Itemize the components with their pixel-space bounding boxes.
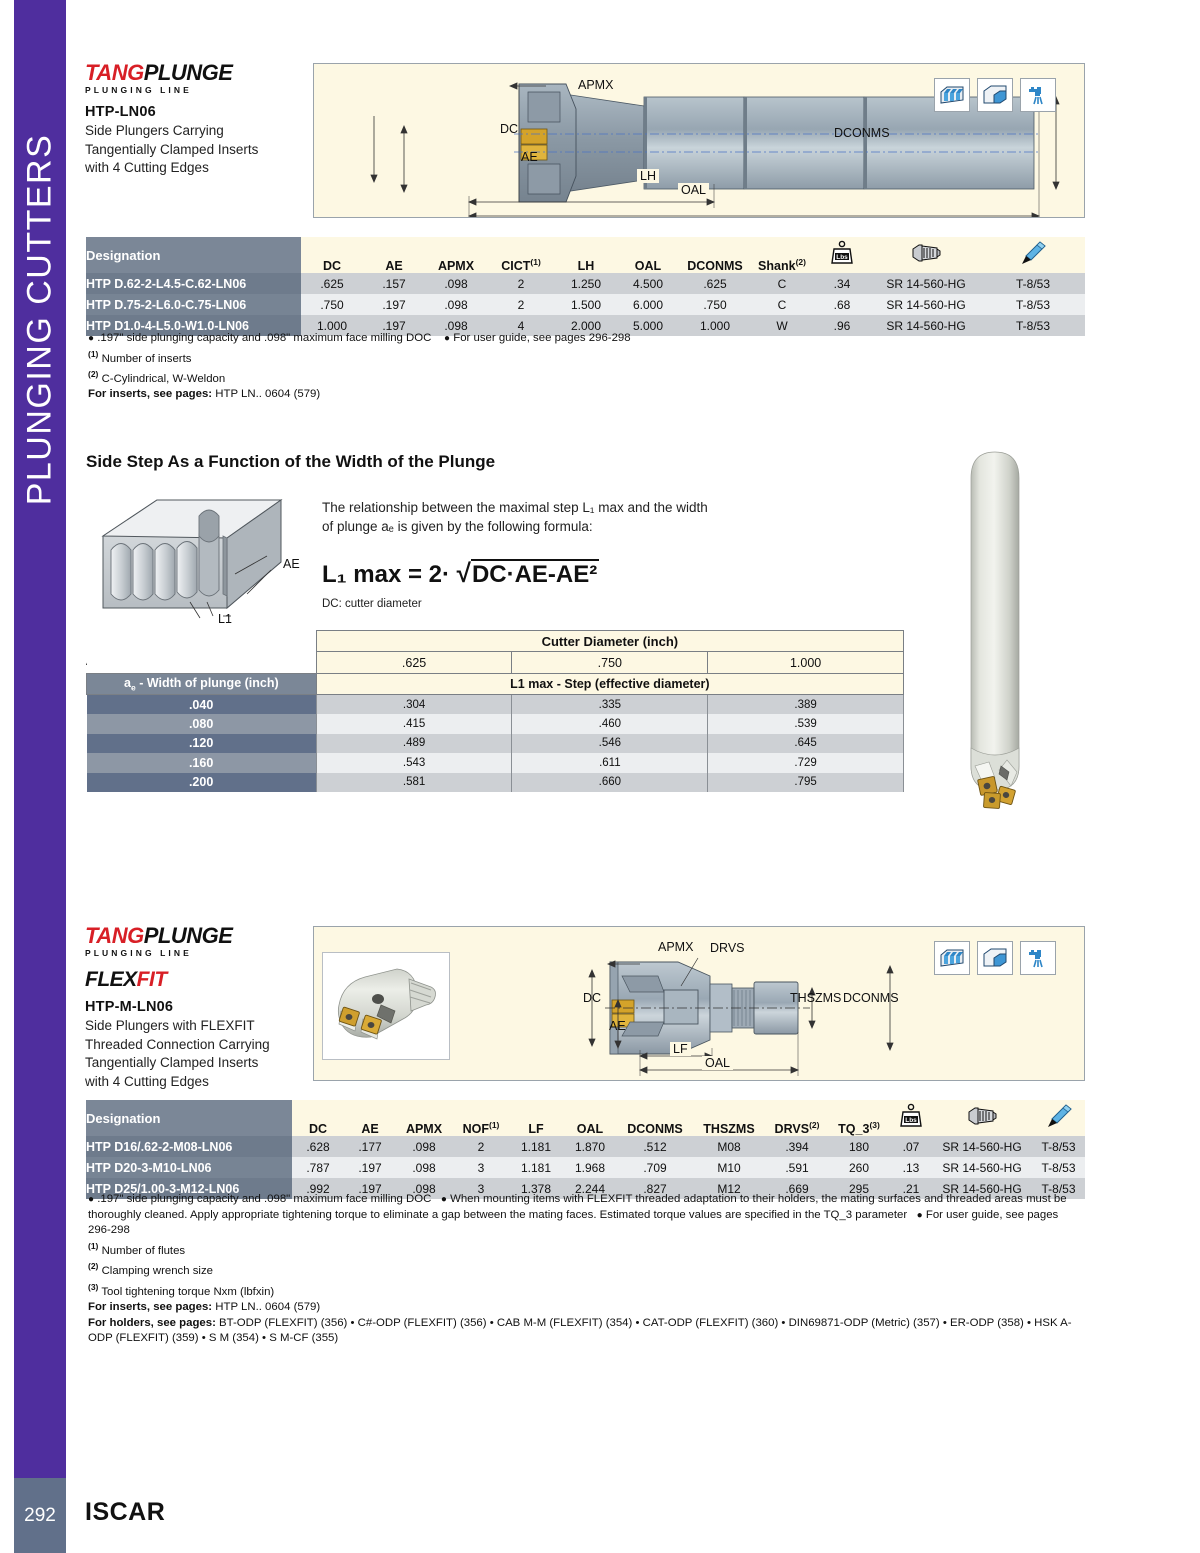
cell-dconms: .512: [618, 1136, 692, 1157]
step-value: .546: [512, 734, 708, 754]
step-ae: .120: [87, 734, 317, 754]
svg-text:Lbs: Lbs: [836, 253, 848, 261]
formula-lhs: L₁ max = 2·: [322, 561, 450, 588]
page-number: 292: [14, 1478, 66, 1553]
cell-lh: 1.250: [555, 273, 617, 294]
screw-icon: [965, 1103, 999, 1129]
cell-cict: 2: [487, 294, 555, 315]
col-screw: [932, 1100, 1032, 1136]
cell-lh: 1.500: [555, 294, 617, 315]
torx-key-icon: [1044, 1103, 1074, 1129]
table-row: [86, 1136, 1085, 1157]
col-designation: Designation: [86, 237, 301, 273]
col-key: [1032, 1100, 1085, 1136]
cutter-diameter-header: Cutter Diameter (inch): [316, 631, 903, 652]
col-dc: DC: [301, 237, 363, 273]
diameter-625: .625: [316, 652, 512, 674]
step-row: [87, 714, 904, 734]
cell-thszms: M10: [692, 1157, 766, 1178]
cell-lbs: .96: [813, 315, 871, 336]
category-side-band: [14, 0, 66, 1478]
diagram-label-ae: AE: [521, 150, 538, 164]
section1-spec-table: [86, 237, 1085, 336]
note-bullet-2: For user guide, see pages 296-298: [453, 332, 631, 344]
cell-dc: .992: [292, 1178, 344, 1199]
cell-dc: .625: [301, 273, 363, 294]
lbs-weight-icon: [898, 1103, 924, 1129]
note-bullet-2: When mounting items with FLEXFIT threaded adaptation to their holders, the mating surfaces and threaded areas must be thoroughly cleaned. Apply appropriate tightening torque to eliminate a gap between the mating faces. Estimated torque values are specified in the TQ_3 parameter: [88, 1193, 1067, 1221]
cell-lbs: .13: [890, 1157, 932, 1178]
diagram-label-apmx-2: APMX: [658, 940, 694, 954]
cell-ae: .157: [363, 273, 425, 294]
cell-oal: 4.500: [617, 273, 679, 294]
cell-screw: SR 14-560-HG: [932, 1157, 1032, 1178]
section1-header: [85, 62, 300, 178]
step-value: .489: [316, 734, 512, 754]
diagram-label-thszms: THSZMS: [790, 991, 842, 1005]
cell-key: T-8/53: [1032, 1136, 1085, 1157]
note-bullet-1: .197" side plunging capacity and .098" maximum face milling DOC: [97, 1193, 432, 1205]
col-weight: [890, 1100, 932, 1136]
cell-dconms: .709: [618, 1157, 692, 1178]
col-dconms: DCONMS: [618, 1100, 692, 1136]
step-value: .304: [316, 695, 512, 715]
formula-radicand: DC·AE-AE²: [471, 561, 598, 588]
cell-lh: 2.000: [555, 315, 617, 336]
footnote-2: $^{(2)}$ Clamping wrench size: [88, 1261, 213, 1277]
section3-tool-drawing: [560, 936, 940, 1081]
footnote-1: $^{(1)}$ Number of flutes: [88, 1240, 186, 1257]
col-key: [981, 237, 1085, 273]
section1-icon-row: [934, 78, 1056, 112]
section2-step-table: [86, 630, 904, 792]
logo-subtitle: PLUNGING LINE: [85, 85, 192, 95]
col-oal: OAL: [617, 237, 679, 273]
step-ae: .040: [87, 695, 317, 715]
cell-oal: 1.968: [562, 1157, 618, 1178]
section3-header: [85, 925, 310, 1091]
cell-lbs: .34: [813, 273, 871, 294]
section2-formula: [322, 558, 599, 589]
cell-drvs: .591: [766, 1157, 828, 1178]
ae-header: $a_e$ - Width of plunge (inch): [87, 674, 317, 695]
step-ae: .200: [87, 773, 317, 793]
section2-product-photo: [955, 448, 1035, 818]
section1-desc-line-1: Side Plungers Carrying: [85, 123, 224, 138]
step-value: .539: [708, 714, 904, 734]
cell-dconms: .625: [679, 273, 751, 294]
section3-product-photo: [322, 952, 450, 1060]
diagram-label-ae-3: AE: [609, 1019, 626, 1033]
col-screw: [871, 237, 981, 273]
step-value: .729: [708, 753, 904, 773]
cell-oal: 6.000: [617, 294, 679, 315]
step-milling-icon[interactable]: [977, 78, 1013, 112]
section2-paragraph: The relationship between the maximal step L₁ max and the width of plunge aₑ is given by the following formula:: [322, 500, 708, 534]
note-bullet-1: .197" side plunging capacity and .098" maximum face milling DOC: [97, 332, 432, 344]
section3-desc-line-3: Tangentially Clamped Inserts: [85, 1055, 259, 1070]
step-value: .660: [512, 773, 708, 793]
step-value: .543: [316, 753, 512, 773]
torx-key-icon: [1018, 240, 1048, 266]
diameter-1000: 1.000: [708, 652, 904, 674]
col-thszms: THSZMS: [692, 1100, 766, 1136]
section3-desc-line-2: Threaded Connection Carrying: [85, 1036, 270, 1052]
cell-screw: SR 14-560-HG: [871, 315, 981, 336]
cell-lf: 1.181: [510, 1157, 562, 1178]
step-value: .581: [316, 773, 512, 793]
diagram-label-l1: L1: [218, 612, 232, 626]
tangplunge-logo-2: TANGPLUNGE: [85, 923, 233, 948]
section1-notes: [88, 331, 988, 403]
cell-designation: HTP D.75-2-L6.0-C.75-LN06: [86, 294, 301, 315]
diagram-label-drvs: DRVS: [710, 941, 745, 955]
diagram-label-dc: DC: [500, 122, 519, 136]
cell-thszms: M12: [692, 1178, 766, 1199]
radical-sign: √: [456, 558, 471, 588]
step-value: .335: [512, 695, 708, 715]
section3-notes: [88, 1192, 1073, 1347]
cell-ae: .197: [344, 1157, 396, 1178]
col-tq3: TQ_3$^{(3)}$: [828, 1100, 890, 1136]
step-table-subheader-row: [87, 674, 904, 695]
step-value: .415: [316, 714, 512, 734]
table-header-row: [86, 1100, 1085, 1136]
section2-title: Side Step As a Function of the Width of the Plunge: [86, 452, 496, 471]
col-dconms: DCONMS: [679, 237, 751, 273]
cell-lf: 1.181: [510, 1136, 562, 1157]
step-table-diameter-row: [87, 652, 904, 674]
cell-dconms: .750: [679, 294, 751, 315]
col-drvs: DRVS$^{(2)}$: [766, 1100, 828, 1136]
cell-lbs: .21: [890, 1178, 932, 1199]
col-apmx: APMX: [425, 237, 487, 273]
col-shank: Shank$^{(2)}$: [751, 237, 813, 273]
step-value: .460: [512, 714, 708, 734]
cell-designation: HTP D1.0-4-L5.0-W1.0-LN06: [86, 315, 301, 336]
cell-dc: .628: [292, 1136, 344, 1157]
diagram-label-lf: LF: [670, 1042, 691, 1056]
cell-dc: .750: [301, 294, 363, 315]
col-apmx: APMX: [396, 1100, 452, 1136]
lbs-weight-icon: [829, 240, 855, 266]
section3-icon-row: [934, 941, 1056, 975]
diagram-label-lh: LH: [637, 169, 659, 183]
cell-key: T-8/53: [1032, 1178, 1085, 1199]
cell-key: T-8/53: [981, 315, 1085, 336]
diagram-label-apmx: APMX: [578, 78, 614, 92]
section3-desc-line-1: Side Plungers with FLEXFIT: [85, 1018, 255, 1033]
table-row: [86, 273, 1085, 294]
section3-desc-line-4: with 4 Cutting Edges: [85, 1073, 209, 1089]
category-label: PLUNGING CUTTERS: [20, 133, 59, 506]
col-ae: AE: [344, 1100, 396, 1136]
diagram-label-oal: OAL: [678, 183, 709, 197]
cell-drvs: .669: [766, 1178, 828, 1199]
cell-oal: 5.000: [617, 315, 679, 336]
brand-logo: ISCAR: [85, 1498, 166, 1526]
slot-milling-icon[interactable]: [934, 78, 970, 112]
cell-shank: W: [751, 315, 813, 336]
step-ae: .160: [87, 753, 317, 773]
cell-ae: .197: [344, 1178, 396, 1199]
logo-tang-text: TANG: [85, 60, 144, 85]
section3-spec-table: [86, 1100, 1085, 1199]
tangplunge-logo: [85, 62, 300, 84]
section1-product-code: HTP-LN06: [85, 104, 156, 120]
cell-nof: 2: [452, 1136, 510, 1157]
step-row: [87, 734, 904, 754]
diagram-label-dconms: DCONMS: [834, 126, 890, 140]
cell-apmx: .098: [396, 1157, 452, 1178]
flexfit-logo: FLEXFIT: [85, 968, 167, 991]
cell-lbs: .07: [890, 1136, 932, 1157]
cell-thszms: M08: [692, 1136, 766, 1157]
value-header: L1 max - Step (effective diameter): [316, 674, 903, 695]
screw-icon: [909, 240, 943, 266]
inserts-reference: For inserts, see pages: HTP LN.. 0604 (579): [88, 388, 321, 401]
step-value: .389: [708, 695, 904, 715]
cell-apmx: .098: [425, 273, 487, 294]
svg-text:Lbs: Lbs: [905, 1116, 917, 1124]
holders-reference: For holders, see pages: BT-ODP (FLEXFIT) (356) • C#-ODP (FLEXFIT) (356) • CAB M-M (FLEXFIT) (354) • CAT-ODP (FLEXFIT) (360) • DIN69871-ODP (Metric) (357) • ER-ODP (358) • HSK A-ODP (FLEXFIT) (359) • S M (354) • S M-CF (355): [88, 1316, 1072, 1345]
cell-nof: 3: [452, 1178, 510, 1199]
footnote-1: $^{(1)}$ Number of inserts: [88, 348, 192, 365]
cell-ae: .197: [363, 315, 425, 336]
table-row: [86, 294, 1085, 315]
cell-drvs: .394: [766, 1136, 828, 1157]
step-value: .645: [708, 734, 904, 754]
spacer-cell: [87, 631, 317, 652]
diagram-label-oal-2: OAL: [702, 1056, 733, 1070]
table-row: [86, 1157, 1085, 1178]
cell-screw: SR 14-560-HG: [932, 1178, 1032, 1199]
col-lf: LF: [510, 1100, 562, 1136]
cell-lbs: .68: [813, 294, 871, 315]
step-ae: .080: [87, 714, 317, 734]
cell-cict: 2: [487, 273, 555, 294]
col-dc: DC: [292, 1100, 344, 1136]
diagram-label-dc-2: DC: [583, 991, 602, 1005]
cell-screw: SR 14-560-HG: [871, 294, 981, 315]
spacer-cell: [87, 652, 317, 674]
logo-subtitle-2: PLUNGING LINE: [85, 948, 192, 958]
cell-apmx: .098: [425, 294, 487, 315]
diameter-750: .750: [512, 652, 708, 674]
cell-apmx: .098: [425, 315, 487, 336]
step-value: .611: [512, 753, 708, 773]
logo-plunge-text: PLUNGE: [143, 60, 233, 85]
cell-key: T-8/53: [1032, 1157, 1085, 1178]
cell-key: T-8/53: [981, 273, 1085, 294]
cell-shank: C: [751, 294, 813, 315]
cell-dc: .787: [292, 1157, 344, 1178]
cell-shank: C: [751, 273, 813, 294]
section2-workpiece-drawing: [95, 490, 310, 630]
cell-tq3: 295: [828, 1178, 890, 1199]
cell-tq3: 180: [828, 1136, 890, 1157]
cell-dconms: .827: [618, 1178, 692, 1199]
cell-apmx: .098: [396, 1136, 452, 1157]
step-row: [87, 773, 904, 793]
col-designation: Designation: [86, 1100, 292, 1136]
cell-ae: .177: [344, 1136, 396, 1157]
coolant-icon[interactable]: [1020, 78, 1056, 112]
formula-note: DC: cutter diameter: [322, 598, 422, 610]
note-bullets: ● .197" side plunging capacity and .098" maximum face milling DOC ● For user guide, see pages 296-298: [88, 332, 631, 344]
cell-nof: 3: [452, 1157, 510, 1178]
cell-designation: HTP D20-3-M10-LN06: [86, 1157, 292, 1178]
slot-milling-icon[interactable]: [934, 941, 970, 975]
col-lh: LH: [555, 237, 617, 273]
step-table-title-row: [87, 631, 904, 652]
coolant-icon[interactable]: [1020, 941, 1056, 975]
col-weight: [813, 237, 871, 273]
cell-apmx: .098: [396, 1178, 452, 1199]
cell-oal: 2.244: [562, 1178, 618, 1199]
note-bullet-3: For user guide, see pages 296-298: [88, 1208, 1059, 1237]
step-row: [87, 695, 904, 715]
cell-screw: SR 14-560-HG: [871, 273, 981, 294]
cell-ae: .197: [363, 294, 425, 315]
diagram-label-ae2: AE: [283, 557, 300, 571]
step-row: [87, 753, 904, 773]
section1-desc-line-2: Tangentially Clamped Inserts: [85, 141, 259, 157]
cell-designation: HTP D25/1.00-3-M12-LN06: [86, 1178, 292, 1199]
col-cict: CICT$^{(1)}$: [487, 237, 555, 273]
cell-cict: 4: [487, 315, 555, 336]
cell-key: T-8/53: [981, 294, 1085, 315]
cell-tq3: 260: [828, 1157, 890, 1178]
cell-oal: 1.870: [562, 1136, 618, 1157]
col-oal: OAL: [562, 1100, 618, 1136]
inserts-reference: For inserts, see pages: HTP LN.. 0604 (579): [88, 1300, 321, 1313]
cell-designation: HTP D16/.62-2-M08-LN06: [86, 1136, 292, 1157]
note-bullets: ● .197" side plunging capacity and .098" maximum face milling DOC ● When mounting items with FLEXFIT threaded adaptation to their holders, the mating surfaces and threaded areas must be thoroughly cleaned. Apply appropriate tightening torque to eliminate a gap between the mating faces. Estimated torque values are specified in the TQ_3 parameter ● For user guide, see pages 296-298: [88, 1193, 1067, 1237]
cell-dconms: 1.000: [679, 315, 751, 336]
cell-designation: HTP D.62-2-L4.5-C.62-LN06: [86, 273, 301, 294]
step-milling-icon[interactable]: [977, 941, 1013, 975]
step-value: .795: [708, 773, 904, 793]
footnote-2: $^{(2)}$ C-Cylindrical, W-Weldon: [88, 368, 226, 385]
table-header-row: [86, 237, 1085, 273]
section3-product-code: HTP-M-LN06: [85, 999, 174, 1015]
section1-desc-line-3: with 4 Cutting Edges: [85, 160, 209, 175]
footnote-3: $^{(3)}$ Tool tightening torque Nxm (lbfxin): [88, 1281, 275, 1298]
cell-dc: 1.000: [301, 315, 363, 336]
col-ae: AE: [363, 237, 425, 273]
cell-screw: SR 14-560-HG: [932, 1136, 1032, 1157]
col-nof: NOF$^{(1)}$: [452, 1100, 510, 1136]
diagram-label-dconms-2: DCONMS: [843, 991, 899, 1005]
cell-lf: 1.378: [510, 1178, 562, 1199]
